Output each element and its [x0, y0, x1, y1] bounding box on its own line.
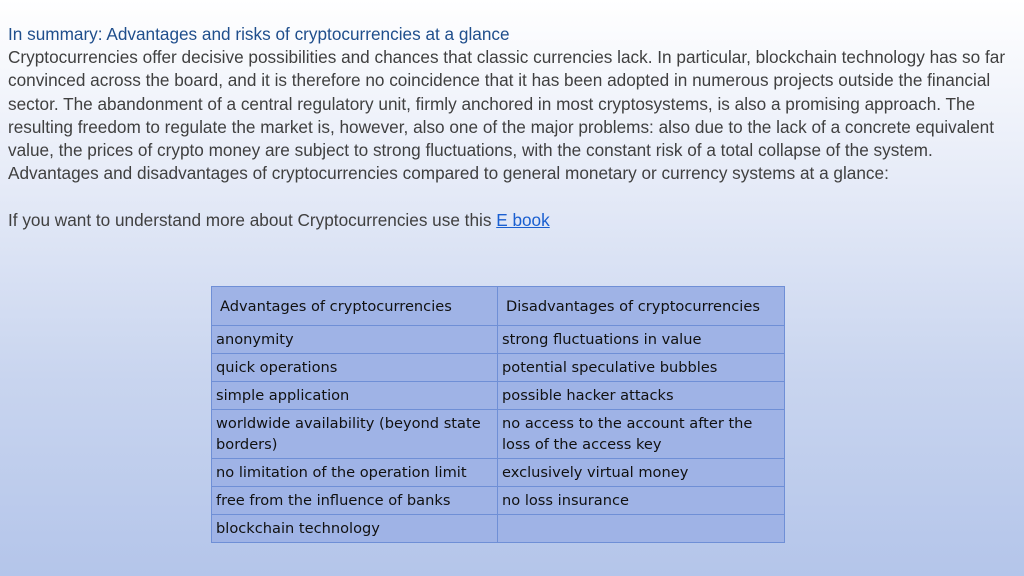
advantage-cell: quick operations	[212, 354, 498, 382]
disadvantage-cell: no loss insurance	[498, 487, 785, 515]
header-advantages: Advantages of cryptocurrencies	[212, 287, 498, 326]
table-row	[212, 354, 785, 382]
disadvantage-cell: no access to the account after the loss of the access key	[498, 410, 785, 459]
summary-body: Cryptocurrencies offer decisive possibilities and chances that classic currencies lack. In particular, blockchain technology has so far convinced across the board, and it is therefore no coincidence that it has been adopted in numerous projects outside the financial sector. The abandonment of a central regulatory unit, firmly anchored in most cryptosystems, is also a promising approach. The resulting freedom to regulate the market is, however, also one of the major problems: also due to the lack of a concrete equivalent value, the prices of crypto money are subject to strong fluctuations, with the constant risk of a total collapse of the system.	[8, 47, 1006, 161]
advantage-cell: anonymity	[212, 326, 498, 354]
advantage-cell: free from the influence of banks	[212, 487, 498, 515]
ebook-line	[8, 209, 1008, 232]
disadvantage-cell	[498, 515, 785, 543]
table-row	[212, 459, 785, 487]
disadvantage-cell: potential speculative bubbles	[498, 354, 785, 382]
advantage-cell: blockchain technology	[212, 515, 498, 543]
advantage-cell: simple application	[212, 382, 498, 410]
ebook-text: If you want to understand more about Cryptocurrencies use this	[8, 209, 497, 230]
spacer	[8, 185, 1008, 208]
table-row	[212, 410, 785, 459]
table-header-row	[212, 287, 785, 326]
disadvantage-cell: strong fluctuations in value	[498, 326, 785, 354]
advantage-cell: no limitation of the operation limit	[212, 459, 498, 487]
comparison-intro: Advantages and disadvantages of cryptocurrencies compared to general monetary or currency systems at a glance:	[8, 163, 889, 184]
header-disadvantages: Disadvantages of cryptocurrencies	[498, 287, 785, 326]
ebook-link[interactable]: E book	[496, 209, 550, 230]
summary-text	[8, 23, 1008, 232]
disadvantage-cell: possible hacker attacks	[498, 382, 785, 410]
table-row	[212, 382, 785, 410]
disadvantage-cell: exclusively virtual money	[498, 459, 785, 487]
table-row	[212, 487, 785, 515]
advantage-cell: worldwide availability (beyond state borders)	[212, 410, 498, 459]
summary-heading: In summary: Advantages and risks of cryptocurrencies at a glance	[8, 24, 510, 44]
comparison-table	[211, 286, 785, 543]
table-row	[212, 326, 785, 354]
table-row	[212, 515, 785, 543]
